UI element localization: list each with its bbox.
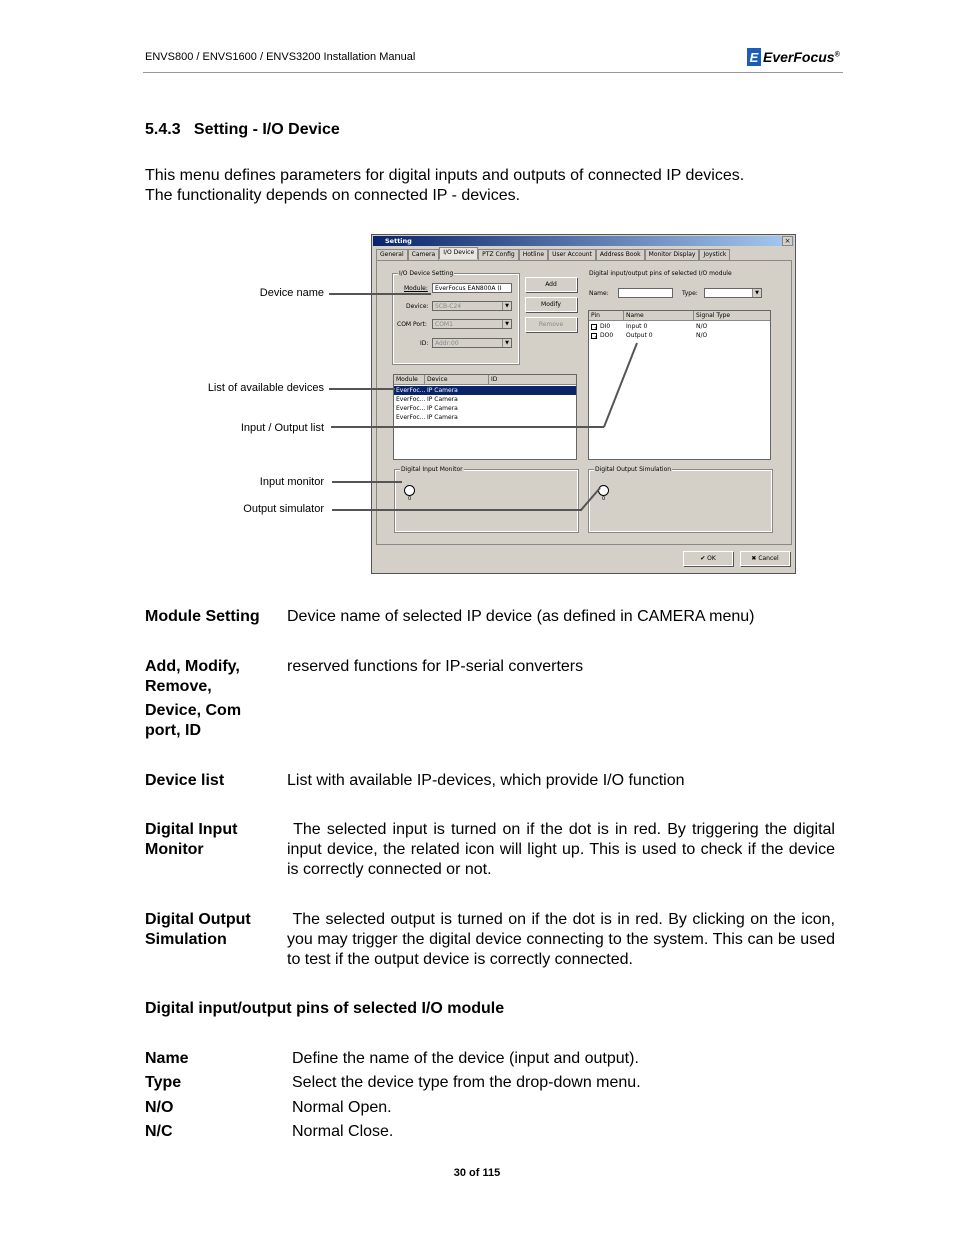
col-name: Name [624,311,694,320]
remove-button[interactable]: Remove [525,317,577,332]
row-module: EverFoc... [396,387,426,394]
row-module: EverFoc... [396,396,426,403]
list-item[interactable] [394,404,576,413]
comport-value: COM1 [435,321,453,328]
comport-label: COM Port: [397,321,427,328]
id-value: Addr:00 [435,340,459,347]
close-icon[interactable]: × [782,236,793,246]
term-type: Type [145,1074,182,1091]
pins-heading: Digital input/output pins of selected I/O module [145,1000,505,1017]
term-name: Name [145,1050,189,1067]
chevron-down-icon: ▼ [752,289,761,297]
term-nc: N/C [145,1123,173,1140]
term-line: Digital Output [145,911,251,928]
tab-monitor-display[interactable]: Monitor Display [645,249,700,261]
checkbox[interactable]: ✓ [591,324,597,330]
term-line: Simulation [145,931,227,948]
col-id: ID [491,376,498,383]
type-label: Type: [682,290,698,297]
term-line: Add, Modify, [145,658,240,675]
cancel-button[interactable] [740,551,790,566]
module-field[interactable]: EverFocus EAN800A (I [432,283,512,293]
manual-title: ENVS800 / ENVS1600 / ENVS3200 Installation Manual [145,51,416,63]
input-dot-number: 0 [408,496,412,502]
intro-line-1: This menu defines parameters for digital inputs and outputs of connected IP devices. [145,167,745,184]
col-device: Device [425,375,489,384]
page-number: 30 of 115 [453,1167,501,1179]
add-button[interactable]: Add [525,277,577,292]
chevron-down-icon: ▼ [502,339,511,347]
row-module: EverFoc... [396,414,426,421]
pin-signal: N/O [696,323,708,330]
term-line: Device, Com [145,702,242,719]
device-label: Device: [406,303,429,310]
callout-line [329,388,395,390]
desc-add-modify: reserved functions for IP-serial converters [287,658,584,675]
list-item[interactable] [394,395,576,404]
input-monitor-label: Digital Input Monitor [401,466,463,473]
callout-device-name: Device name [259,287,324,299]
desc-nc: Normal Close. [292,1123,394,1140]
row-device: IP Camera [427,396,458,403]
io-group-label: I/O Device Setting [399,270,454,277]
output-dot-number: 0 [602,496,606,502]
term-add-modify [145,657,241,741]
output-sim-label: Digital Output Simulation [595,466,672,473]
callout-io-list: Input / Output list [240,422,324,434]
tab-hotline[interactable]: Hotline [519,249,548,261]
ok-label: OK [707,555,716,562]
callout-device-list: List of available devices [207,382,324,394]
term-line: Monitor [145,841,204,858]
tab-general[interactable]: General [376,249,408,261]
tab-camera[interactable]: Camera [408,249,440,261]
col-pin: Pin [589,311,624,320]
tab-io-device[interactable]: I/O Device [439,247,478,259]
input-dot-icon[interactable] [404,485,415,496]
header-divider [143,72,843,73]
callout-input-monitor: Input monitor [259,476,324,488]
pin-name-input[interactable] [618,288,673,298]
id-label: ID: [420,340,429,347]
device-value: SCB-C24 [435,303,462,310]
term-line: port, ID [145,722,201,739]
logo-icon: E [747,48,761,66]
logo-text: EverFocus [763,49,835,65]
callout-connector [578,485,608,515]
name-label: Name: [589,290,609,297]
checkbox[interactable]: ✓ [591,333,597,339]
desc-type: Select the device type from the drop-down menu. [292,1074,641,1091]
close-icon: ✖ [751,555,757,562]
comport-select[interactable] [432,319,512,329]
callout-line [332,481,402,483]
callout-line [329,293,431,295]
desc-digital-input-monitor: The selected input is turned on if the dot is in red. By triggering the digital input device, the related icon will light up. This is used to check if the device is correctly connected or not. [287,821,840,878]
pin-type-select[interactable] [704,288,762,298]
callout-line [332,509,582,511]
desc-digital-output-simulation: The selected output is turned on if the dot is in red. By clicking on the icon, you may trigger the digital device connecting to the system. This can be used to test if the output device is correctly connected. [287,911,840,968]
list-item[interactable] [394,413,576,422]
desc-name: Define the name of the device (input and output). [292,1050,639,1067]
cancel-label: Cancel [758,555,779,562]
row-device: IP Camera [427,405,458,412]
io-device-setting-group [393,270,519,364]
logo-registered: ® [834,51,840,59]
device-list[interactable] [393,374,577,460]
module-label: Module: [404,285,428,292]
callout-output-sim: Output simulator [243,503,324,515]
pin-signal: N/O [696,332,708,339]
device-select[interactable] [432,301,512,311]
tab-address-book[interactable]: Address Book [596,249,645,261]
desc-no: Normal Open. [292,1099,392,1116]
term-digital-output-simulation [145,910,251,950]
id-select[interactable] [432,338,512,348]
term-line: Remove, [145,678,212,695]
tab-joystick[interactable]: Joystick [699,249,730,261]
term-module-setting: Module Setting [145,608,260,625]
desc-module-setting: Device name of selected IP device (as defined in CAMERA menu) [287,608,755,625]
term-device-list: Device list [145,772,225,789]
pin-row[interactable] [589,331,770,340]
pin-name: Output 0 [626,332,653,339]
pins-group-label: Digital input/output pins of selected I/O module [589,270,732,277]
setting-dialog [371,234,796,574]
callout-connector [600,340,640,430]
ok-button[interactable] [683,551,733,566]
pin-id: DI0 [600,323,611,330]
row-module: EverFoc... [396,405,426,412]
check-icon: ✔ [700,555,706,562]
col-signal-type: Signal Type [696,312,731,319]
row-device: IP Camera [427,387,458,394]
pin-row[interactable] [589,322,770,331]
list-item[interactable] [394,386,576,395]
tab-user-account[interactable]: User Account [548,249,596,261]
modify-button[interactable]: Modify [525,297,577,312]
dialog-title: Setting [373,236,794,246]
section-title: 5.4.3 Setting - I/O Device [145,121,340,138]
device-list-header [394,375,576,385]
term-no: N/O [145,1099,174,1116]
tab-ptz-config[interactable]: PTZ Config [478,249,519,261]
row-device: IP Camera [427,414,458,421]
digital-output-simulation-group [589,466,772,532]
desc-device-list: List with available IP-devices, which provide I/O function [287,772,685,789]
digital-input-monitor-group [395,466,578,532]
pin-name: Input 0 [626,323,648,330]
intro-line-2: The functionality depends on connected IP - devices. [145,187,521,204]
term-line: Digital Input [145,821,238,838]
everfocus-logo [747,46,840,68]
pin-id: DO0 [600,332,614,339]
chevron-down-icon: ▼ [502,302,511,310]
pin-list-header [589,311,770,321]
callout-line [331,426,604,428]
term-digital-input-monitor [145,820,237,860]
col-module: Module [394,375,425,384]
chevron-down-icon: ▼ [502,320,511,328]
intro-text [145,166,845,206]
